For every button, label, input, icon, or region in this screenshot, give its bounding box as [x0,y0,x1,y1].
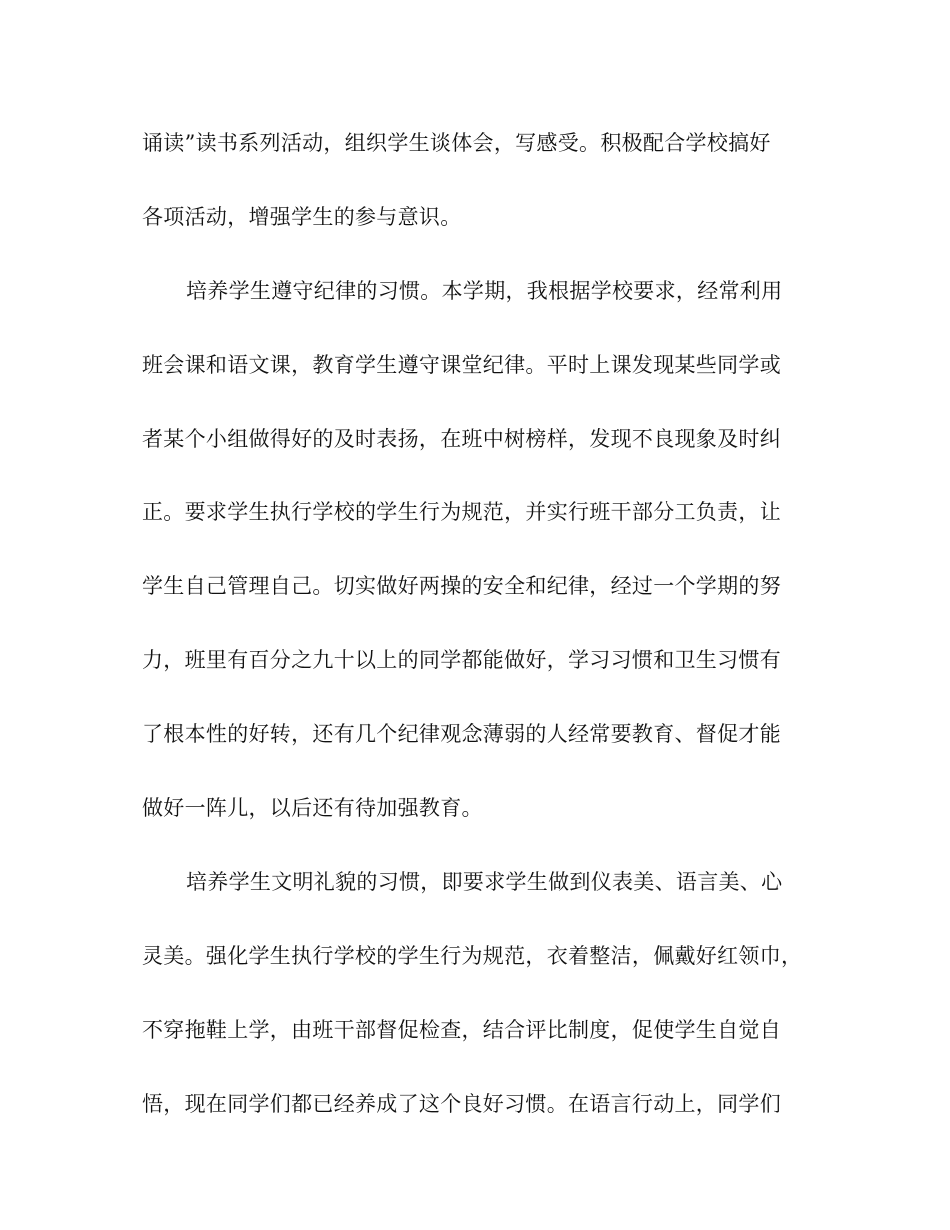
text-line: 班会课和语文课，教育学生遵守课堂纪律。平时上课发现某些同学或 [142,353,781,377]
text-line: 力，班里有百分之九十以上的同学都能做好，学习习惯和卫生习惯有 [142,648,781,672]
text-line: 了根本性的好转，还有几个纪律观念薄弱的人经常要教育、督促才能 [142,722,781,746]
text-line: 学生自己管理自己。切实做好两操的安全和纪律，经过一个学期的努 [142,574,781,598]
text-line: 做好一阵儿，以后还有待加强教育。 [142,796,483,820]
paragraph-start-line: 培养学生文明礼貌的习惯，即要求学生做到仪表美、语言美、心 [186,870,783,894]
text-line: 不穿拖鞋上学，由班干部督促检查，结合评比制度，促使学生自觉自 [142,1018,781,1042]
text-line: 者某个小组做得好的及时表扬，在班中树榜样，发现不良现象及时纠 [142,427,781,451]
text-line: 诵读”读书系列活动，组织学生谈体会，写感受。积极配合学校搞好 [142,131,771,155]
text-line: 悟，现在同学们都已经养成了这个良好习惯。在语言行动上，同学们 [142,1092,781,1116]
text-line: 灵美。强化学生执行学校的学生行为规范，衣着整洁，佩戴好红领巾， [142,944,803,968]
text-line: 各项活动，增强学生的参与意识。 [142,205,462,229]
paragraph-start-line: 培养学生遵守纪律的习惯。本学期，我根据学校要求，经常利用 [186,279,783,303]
text-line: 正。要求学生执行学校的学生行为规范，并实行班干部分工负责，让 [142,500,781,524]
